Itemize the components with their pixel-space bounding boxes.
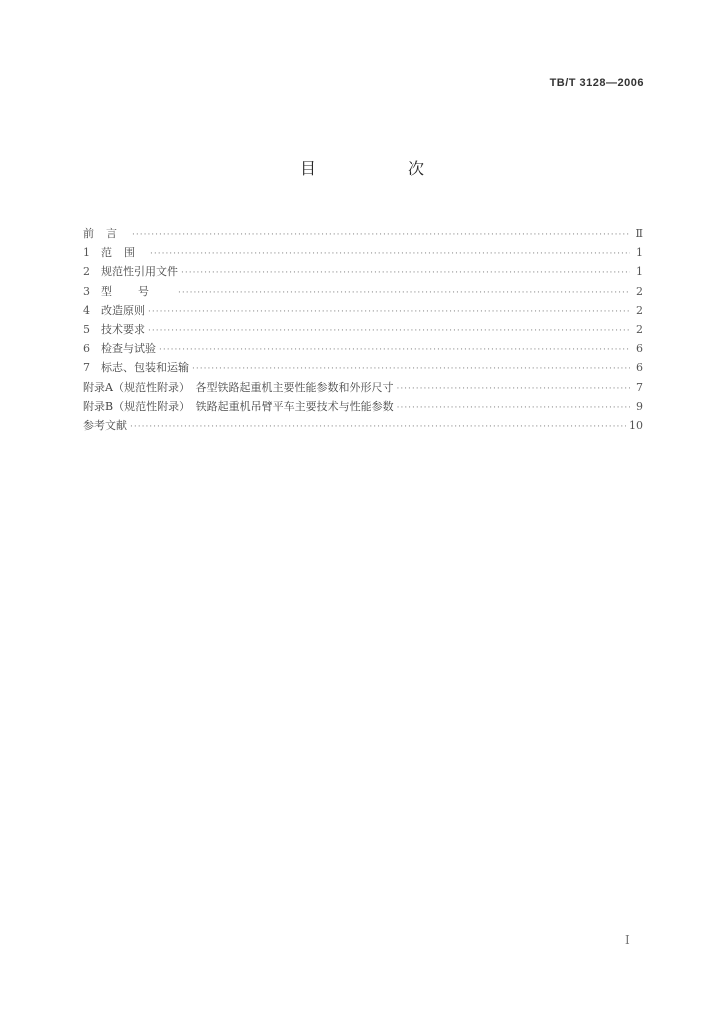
toc-entry-label: 附录A（规范性附录） 各型铁路起重机主要性能参数和外形尺寸 xyxy=(83,380,394,394)
toc-entry[interactable] xyxy=(83,243,643,262)
toc-entry-page: 2 xyxy=(636,303,643,317)
toc-entry[interactable] xyxy=(83,397,643,416)
toc-entry-label: 标志、包装和运输 xyxy=(101,361,189,375)
toc-entry-label: 规范性引用文件 xyxy=(101,265,178,279)
toc-entry-page: 6 xyxy=(636,342,643,356)
toc-entry-page: Ⅱ xyxy=(635,227,643,240)
toc-entry-page: 2 xyxy=(636,284,643,298)
toc-entry[interactable] xyxy=(83,358,643,377)
toc-dot-leader xyxy=(159,341,630,360)
toc-entry-page: 6 xyxy=(636,361,643,375)
toc-entry[interactable] xyxy=(83,282,643,301)
toc-entry-label: 范围 xyxy=(101,246,147,260)
toc-entry-page: 1 xyxy=(636,265,643,279)
toc-dot-leader xyxy=(130,418,626,437)
toc-entry[interactable] xyxy=(83,378,643,397)
toc-entry-label: 改造原则 xyxy=(101,303,145,317)
toc-entry[interactable] xyxy=(83,224,643,243)
toc-entry-page: 1 xyxy=(636,246,643,260)
toc-entry[interactable] xyxy=(83,416,643,435)
toc-entry-number: 6 xyxy=(83,342,90,356)
toc-dot-leader xyxy=(192,360,630,379)
table-of-contents xyxy=(83,224,643,435)
toc-entry-page: 2 xyxy=(636,322,643,336)
toc-entry-label: 附录B（规范性附录） 铁路起重机吊臂平车主要技术与性能参数 xyxy=(83,399,394,413)
toc-dot-leader xyxy=(132,226,630,245)
toc-entry[interactable] xyxy=(83,262,643,281)
toc-entry-page: 7 xyxy=(636,380,643,394)
toc-dot-leader xyxy=(397,399,630,418)
standard-number: TB/T 3128—2006 xyxy=(549,77,644,89)
toc-entry-number: 1 xyxy=(83,246,90,260)
toc-entry-number: 3 xyxy=(83,284,90,298)
toc-entry[interactable] xyxy=(83,301,643,320)
page-title: 目 次 xyxy=(299,159,462,178)
toc-dot-leader xyxy=(181,264,630,283)
toc-dot-leader xyxy=(178,284,630,303)
toc-entry-page: 9 xyxy=(636,399,643,413)
toc-dot-leader xyxy=(150,245,630,264)
toc-entry-label: 检查与试验 xyxy=(101,342,156,356)
page-number: I xyxy=(625,933,630,947)
toc-entry[interactable] xyxy=(83,339,643,358)
toc-entry-label: 技术要求 xyxy=(101,322,145,336)
toc-entry-label: 型号 xyxy=(101,284,175,298)
toc-entry[interactable] xyxy=(83,320,643,339)
toc-entry-page: 10 xyxy=(629,418,643,432)
toc-entry-number: 5 xyxy=(83,322,90,336)
toc-entry-number: 2 xyxy=(83,265,90,279)
toc-dot-leader xyxy=(148,303,630,322)
toc-entry-label: 前言 xyxy=(83,227,129,240)
toc-dot-leader xyxy=(396,380,630,399)
toc-entry-label: 参考文献 xyxy=(83,418,127,432)
toc-dot-leader xyxy=(148,322,630,341)
toc-entry-number: 4 xyxy=(83,303,90,317)
toc-entry-number: 7 xyxy=(83,361,90,375)
